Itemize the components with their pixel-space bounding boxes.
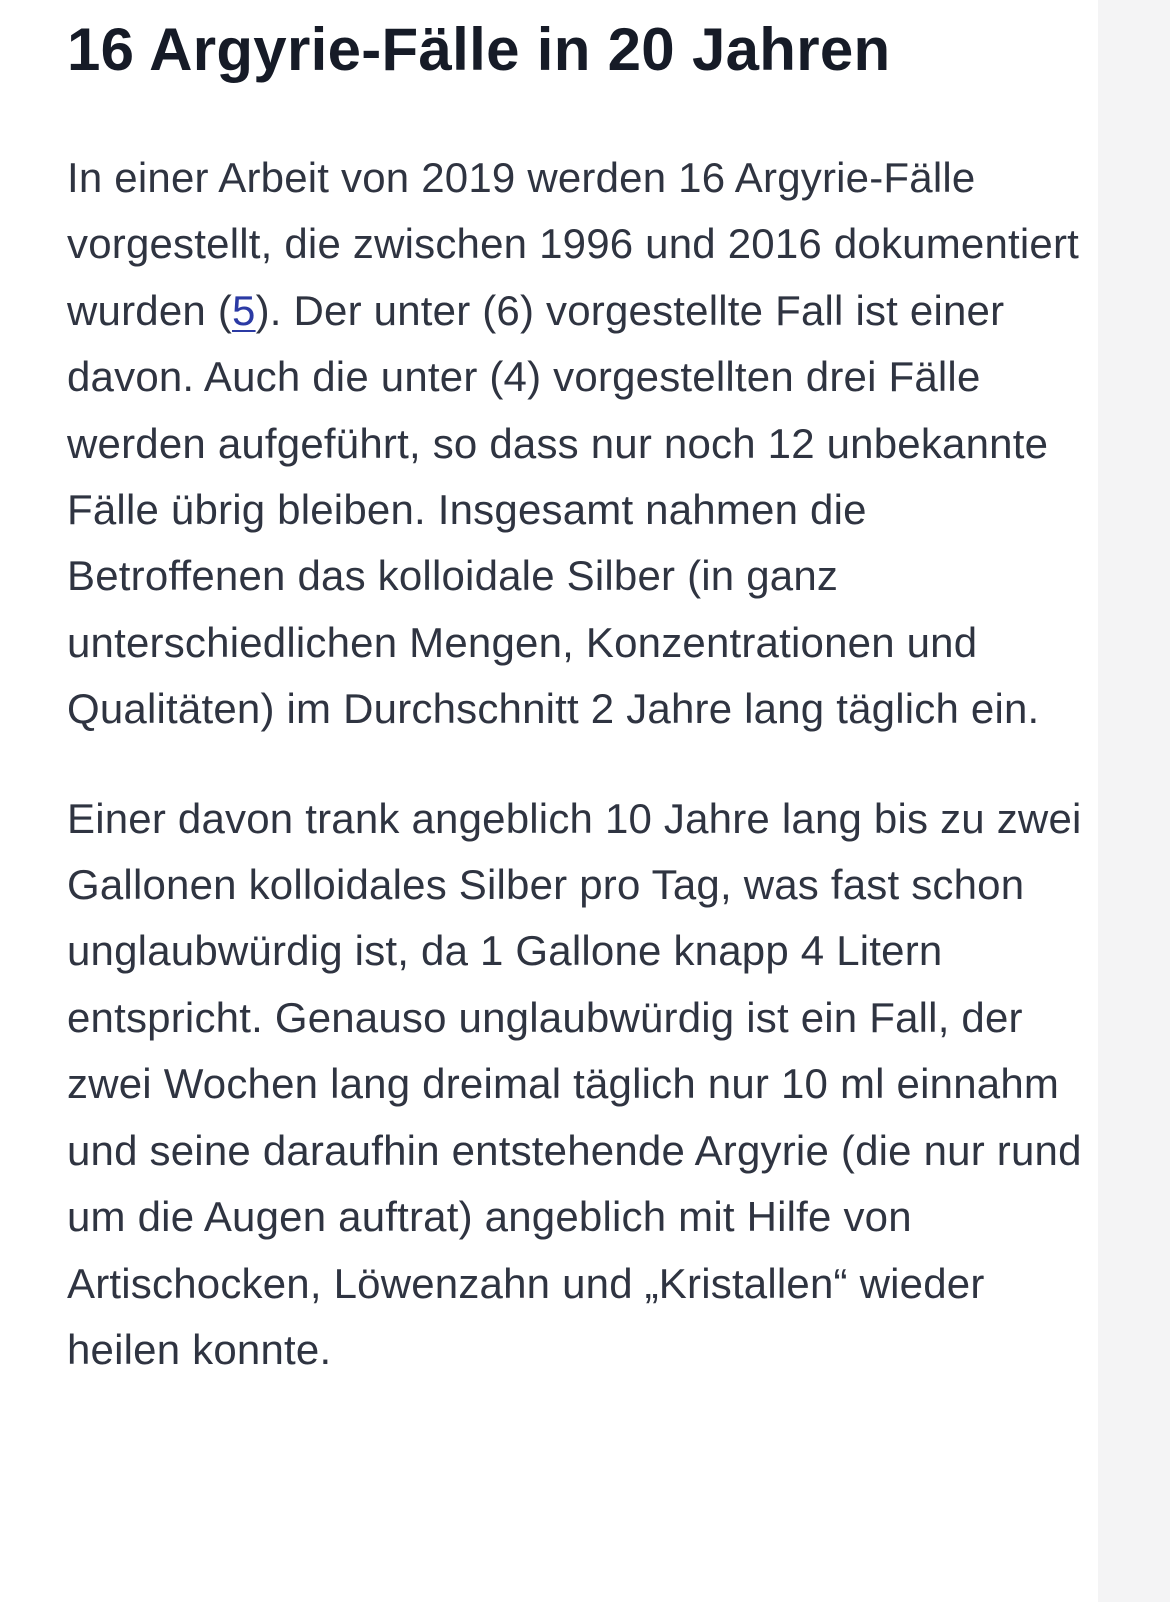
paragraph-study-summary xyxy=(67,145,1087,743)
page-side-gutter xyxy=(1098,0,1170,1602)
reference-link-5[interactable]: 5 xyxy=(232,286,256,334)
paragraph-text-after-reference: ). Der unter (6) vorgestellte Fall ist einer davon. Auch die unter (4) vorgestellten drei Fälle werden aufgeführt, so dass nur noch 12 unbekannte Fälle übrig bleiben. Insgesamt nahmen die Betroffenen das kolloidale Silber (in ganz unterschiedlichen Mengen, Konzentrationen und Qualitäten) im Durchschnitt 2 Jahre lang täglich ein. xyxy=(67,286,1049,733)
paragraph-text-before-reference: In einer Arbeit von 2019 werden 16 Argyrie-Fälle vorgestellt, die zwischen 1996 und 2016 dokumentiert wurden ( xyxy=(67,154,1080,334)
paragraph-case-examples: Einer davon trank angeblich 10 Jahre lang bis zu zwei Gallonen kolloidales Silber pro Tag, was fast schon unglaubwürdig ist, da 1 Gallone knapp 4 Litern entspricht. Genauso unglaubwürdig ist ein Fall, der zwei Wochen lang dreimal täglich nur 10 ml einnahm und seine daraufhin entstehende Argyrie (die nur rund um die Augen auftrat) angeblich mit Hilfe von Artischocken, Löwenzahn und „Kristallen“ wieder heilen konnte. xyxy=(67,794,1082,1373)
section-heading: 16 Argyrie-Fälle in 20 Jahren xyxy=(67,16,891,83)
article-content xyxy=(67,0,1087,1383)
